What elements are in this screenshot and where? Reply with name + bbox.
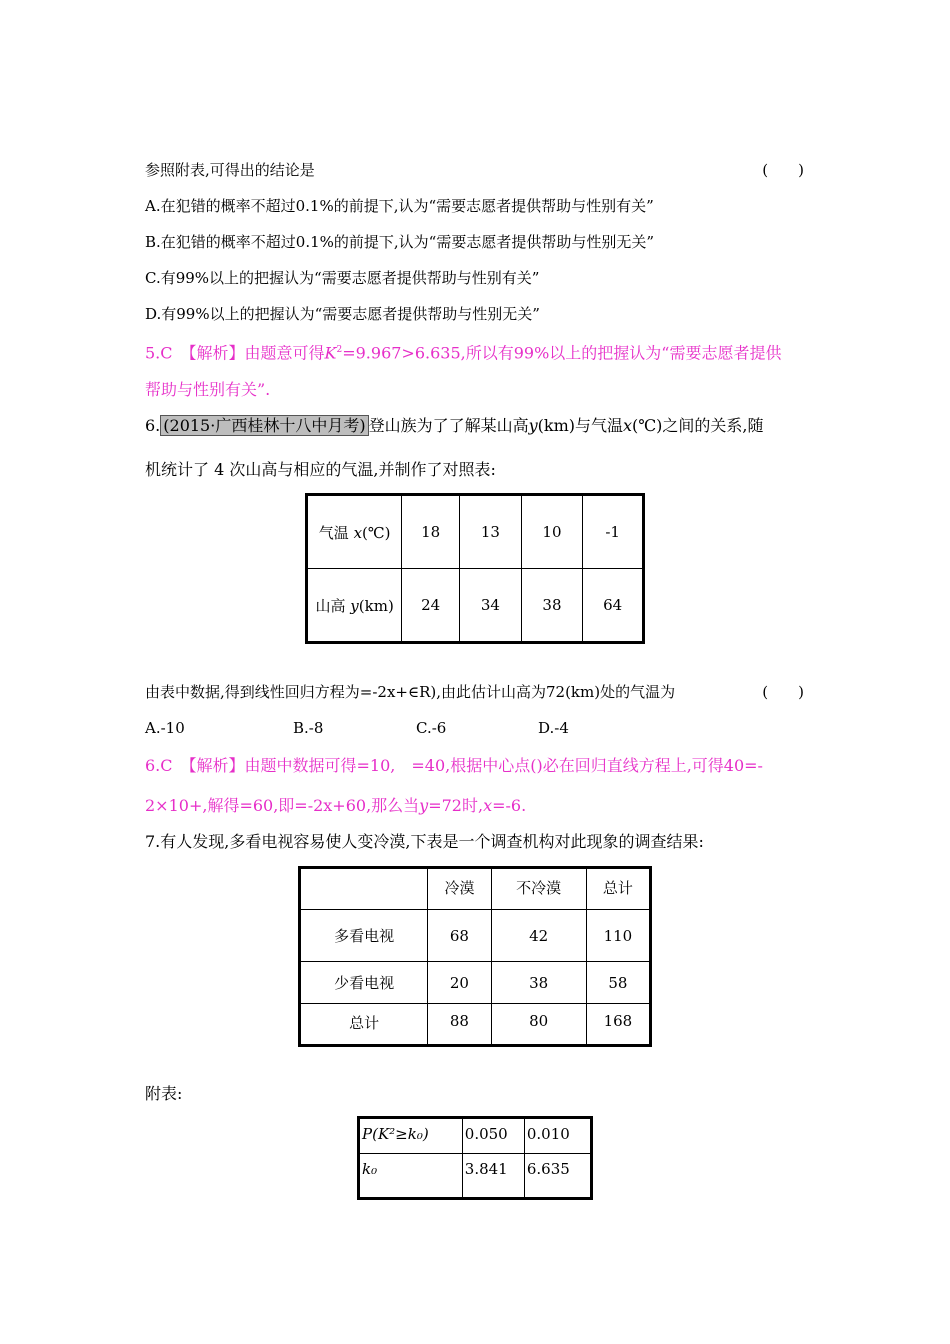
q7-stem: 7.有人发现,多看电视容易使人变冷漠,下表是一个调查机构对此现象的调查结果:	[145, 832, 704, 851]
q4-option-a: A.在犯错的概率不超过0.1%的前提下,认为“需要志愿者提供帮助与性别有关”	[145, 197, 654, 215]
appendix-table	[357, 1116, 593, 1200]
row-label: 多看电视	[300, 910, 428, 962]
row-label-temperature: 气温 x(℃)	[307, 495, 402, 569]
q4-stem: 参照附表,可得出的结论是	[145, 161, 315, 179]
table-cell: -1	[583, 495, 644, 569]
table-cell: 3.841	[462, 1154, 524, 1199]
table-cell: 42	[491, 910, 586, 962]
table-corner-cell	[300, 868, 428, 910]
q7-survey-table	[298, 866, 652, 1047]
q4-option-d: D.有99%以上的把握认为“需要志愿者提供帮助与性别无关”	[145, 305, 540, 323]
q6-answer-paren: ( )	[762, 683, 804, 701]
q4-answer-paren: ( )	[762, 161, 804, 179]
q6-line1: 6. (2015·广西桂林十八中月考) 登山族为了了解某山高y(km)与气温x(℃)之间的关系,随	[145, 416, 764, 435]
table-header: 总计	[586, 868, 650, 910]
q6-line2: 机统计了 4 次山高与相应的气温,并制作了对照表:	[145, 460, 496, 479]
appendix-k-label: k₀	[359, 1154, 463, 1199]
table-cell: 38	[491, 962, 586, 1004]
table-cell: 168	[586, 1004, 650, 1046]
table-header: 冷漠	[428, 868, 491, 910]
table-cell: 0.050	[462, 1118, 524, 1154]
a6-label: 6.C 【解析】	[145, 756, 245, 775]
table-cell: 38	[521, 569, 583, 643]
table-cell: 88	[428, 1004, 491, 1046]
table-cell: 58	[586, 962, 650, 1004]
table-cell: 10	[521, 495, 583, 569]
table-row	[300, 910, 651, 962]
q6-option-d: D.-4	[538, 719, 569, 737]
table-header: 不冷漠	[491, 868, 586, 910]
table-row	[300, 1004, 651, 1046]
appendix-p-label: P(K²≥k₀)	[359, 1118, 463, 1154]
a5-line2: 帮助与性别有关”.	[145, 380, 271, 399]
q6-option-a: A.-10	[145, 719, 185, 737]
table-row	[307, 569, 644, 643]
table-cell: 110	[586, 910, 650, 962]
q4-option-c: C.有99%以上的把握认为“需要志愿者提供帮助与性别有关”	[145, 269, 540, 287]
table-cell: 18	[402, 495, 460, 569]
table-row	[359, 1118, 592, 1154]
table-cell: 34	[460, 569, 522, 643]
a5-line1: 5.C 【解析】由题意可得$K^2=9.967>6.635$,所以有99%以上的把握认为“需要志愿者提供	[145, 343, 782, 363]
q4-option-b: B.在犯错的概率不超过0.1%的前提下,认为“需要志愿者提供帮助与性别无关”	[145, 233, 655, 251]
table-row	[300, 962, 651, 1004]
q6-after-text: 由表中数据,得到线性回归方程为=-2x+∈R),由此估计山高为72(km)处的气温为	[145, 683, 676, 701]
table-row	[300, 868, 651, 910]
table-cell: 64	[583, 569, 644, 643]
a6-line2: 2×10+,解得=60,即=-2x+60,那么当y=72时,x=-6.	[145, 796, 527, 815]
table-cell: 80	[491, 1004, 586, 1046]
table-cell: 20	[428, 962, 491, 1004]
q6-option-b: B.-8	[293, 719, 324, 737]
table-row	[359, 1154, 592, 1199]
table-cell: 24	[402, 569, 460, 643]
table-cell: 0.010	[524, 1118, 591, 1154]
q6-source-tag: (2015·广西桂林十八中月考)	[160, 415, 368, 436]
row-label-height: 山高 y(km)	[307, 569, 402, 643]
q6-option-c: C.-6	[416, 719, 447, 737]
q6-data-table	[305, 493, 645, 644]
table-cell: 6.635	[524, 1154, 591, 1199]
table-cell: 13	[460, 495, 522, 569]
a5-label: 5.C 【解析】	[145, 343, 245, 363]
a6-line1: 6.C 【解析】由题中数据可得=10, =40,根据中心点()必在回归直线方程上,可得40=-	[145, 756, 763, 775]
row-label: 少看电视	[300, 962, 428, 1004]
row-label: 总计	[300, 1004, 428, 1046]
table-row	[307, 495, 644, 569]
table-cell: 68	[428, 910, 491, 962]
appendix-label: 附表:	[145, 1084, 183, 1103]
